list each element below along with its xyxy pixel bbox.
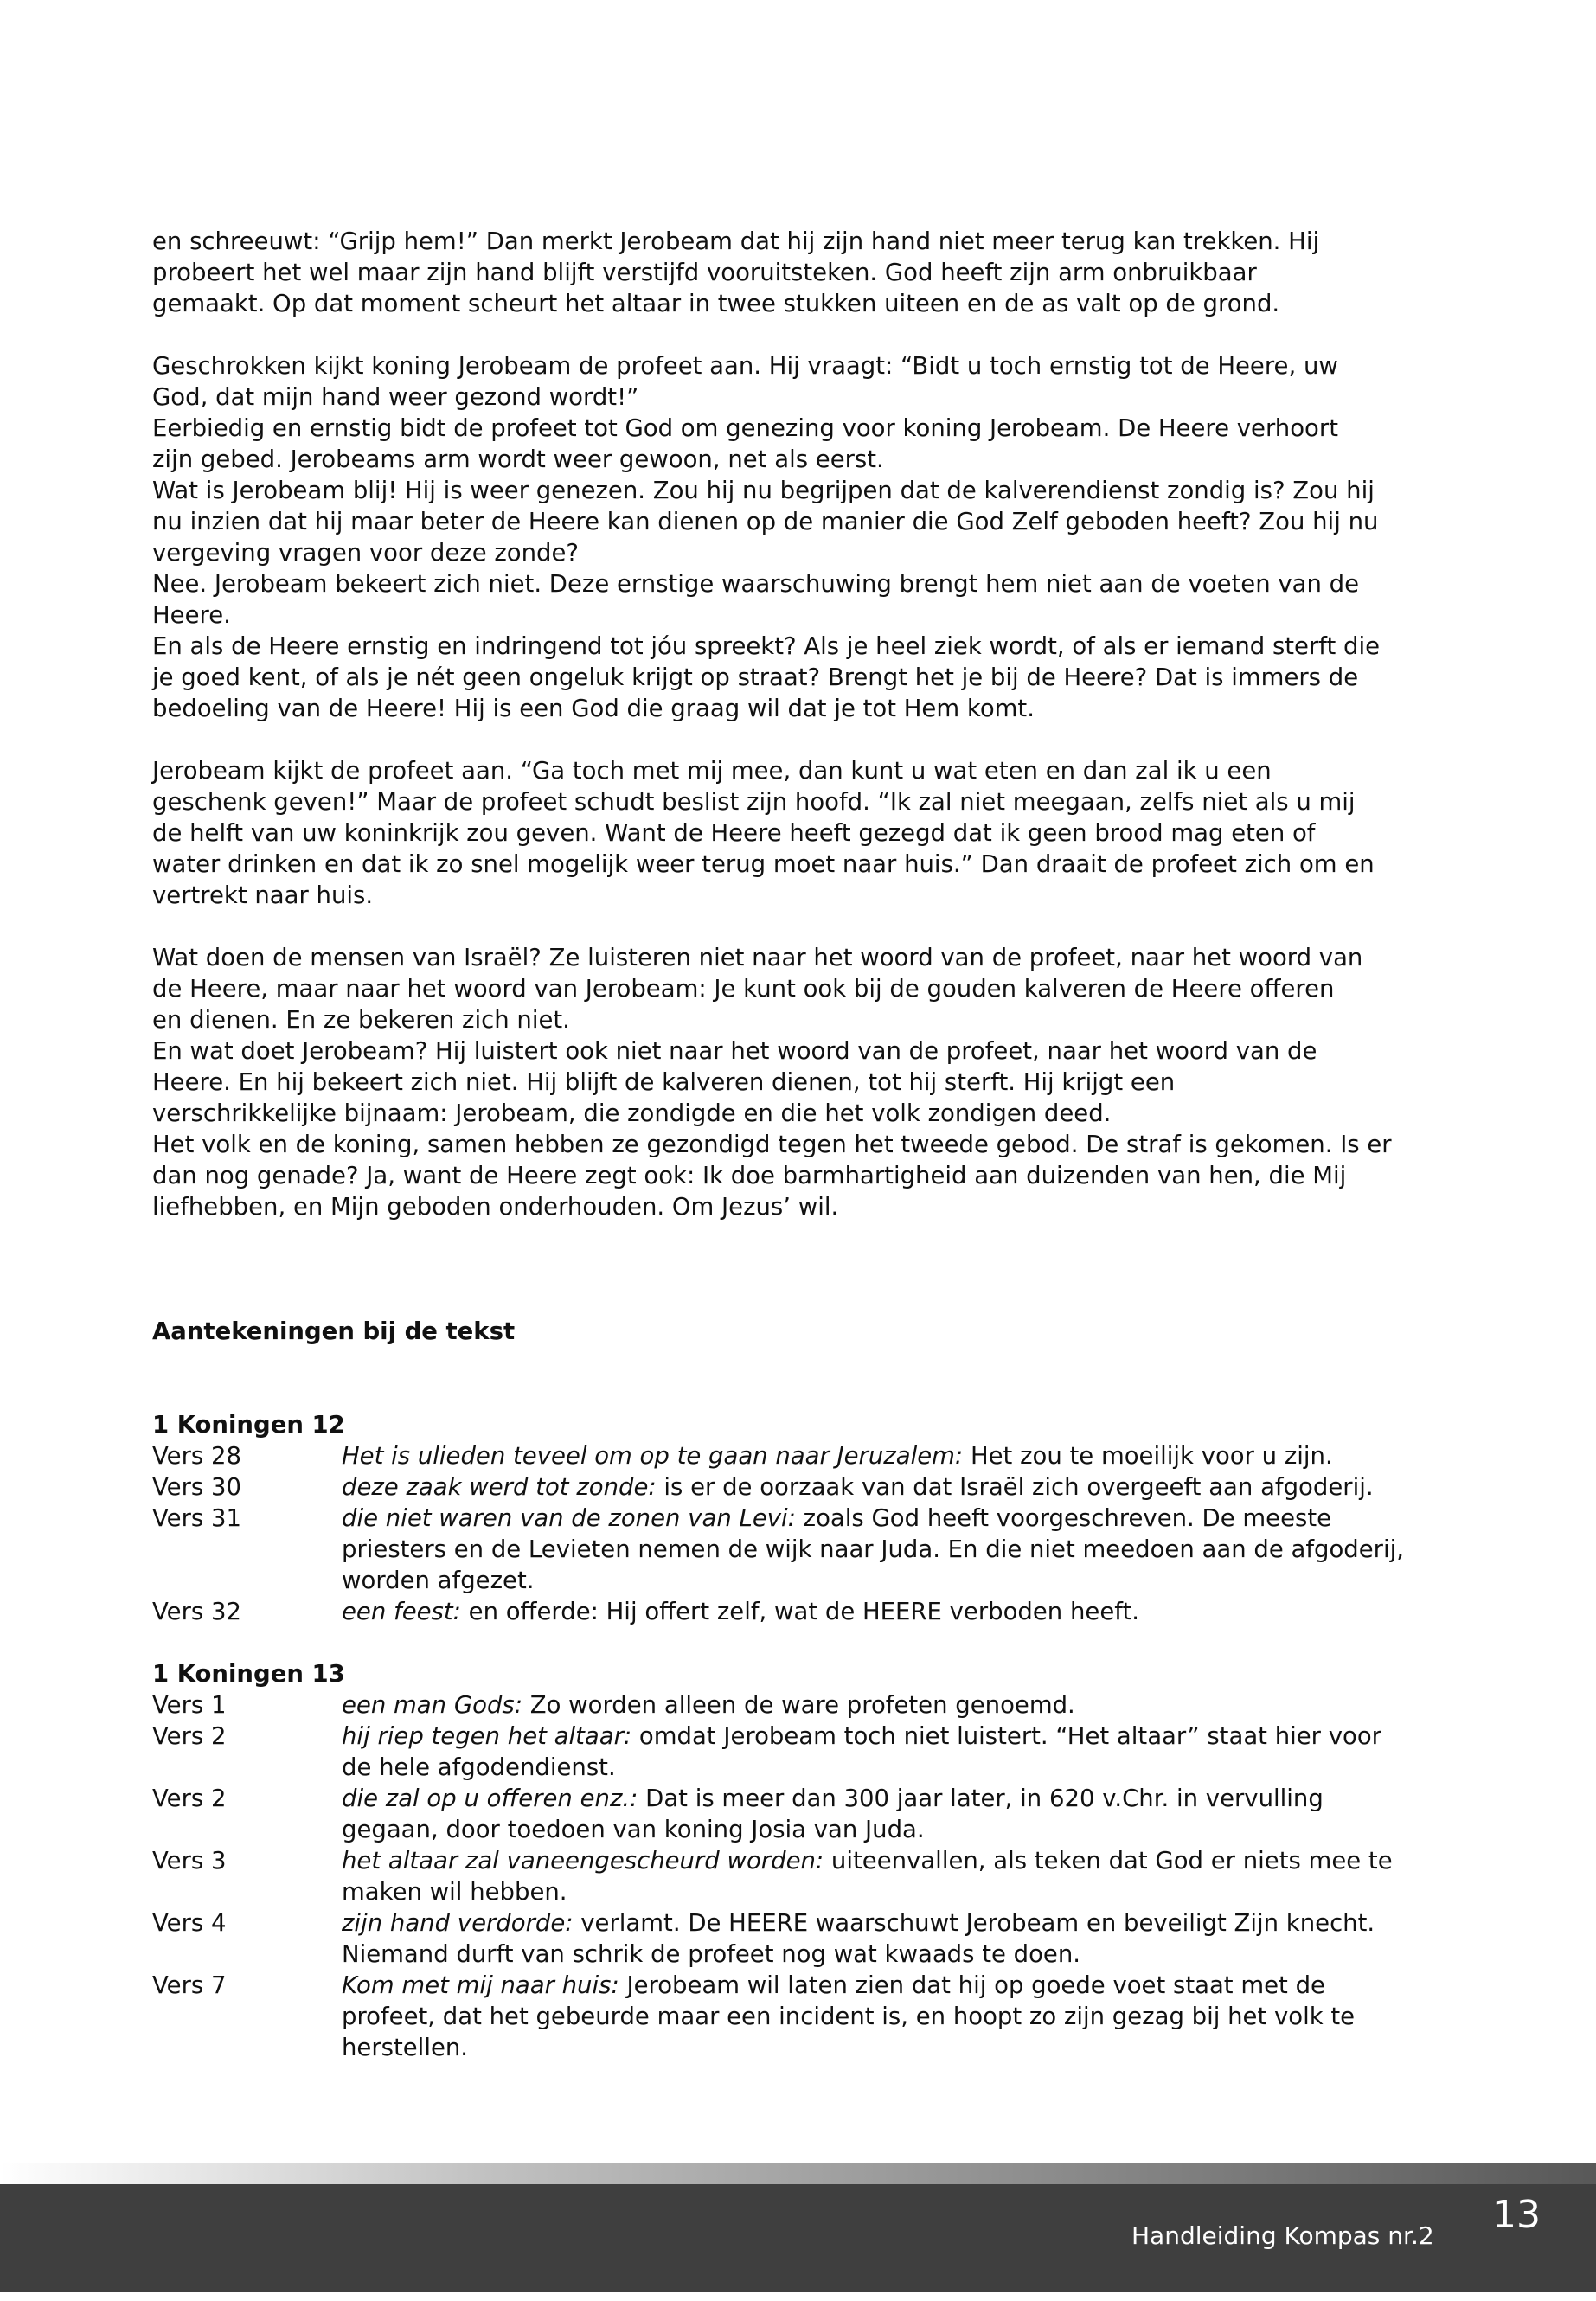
note-term: een feest: [342,1598,461,1625]
note-term: Kom met mij naar huis: [342,1971,619,1999]
note-verse: Vers 31 [152,1504,241,1532]
note-verse: Vers 3 [152,1847,227,1875]
note-text: verlamt. De HEERE waarschuwt Jerobeam en beveiligt Zijn knecht. Niemand durft van schrik de profeet nog wat kwaads te doen. [342,1909,1375,1968]
note-term: een man Gods: [342,1691,523,1719]
paragraph-4: Wat doen de mensen van Israël? Ze luisteren niet naar het woord van de profeet, naar het woord van de Heere, maar naar het woord van Jerobeam: Je kunt ook bij de gouden kalveren de Heere offeren en dienen. En ze bekeren zich niet. En wat doet Jerobeam? Hij luistert ook niet naar het woord van de profeet, naar het woord van de Heere. En hij bekeert zich niet. Hij blijft de kalveren dienen, tot hij sterft. Hij krijgt een verschrikkelijke bijnaam: Jerobeam, die zondigde en die het volk zondigen deed. Het volk en de koning, samen hebben ze gezondigd tegen het tweede gebod. De straf is gekomen. Is er dan nog genade? Ja, want de Heere zegt ook: Ik doe barmhartigheid aan duizenden van hen, die Mij liefhebben, en Mijn geboden onderhouden. Om Jezus’ wil. [152,944,1392,1221]
note-verse: Vers 4 [152,1909,227,1937]
note-verse: Vers 30 [152,1473,241,1501]
note-term: zijn hand verdorde: [342,1909,574,1937]
note-row [152,1503,1415,1596]
paragraph-2: Geschrokken kijkt koning Jerobeam de profeet aan. Hij vraagt: “Bidt u toch ernstig tot de Heere, uw God, dat mijn hand weer gezond wordt!” Eerbiedig en ernstig bidt de profeet tot God om genezing voor koning Jerobeam. De Heere verhoort zijn gebed. Jerobeams arm wordt weer gewoon, net als eerst. Wat is Jerobeam blij! Hij is weer genezen. Zou hij nu begrijpen dat de kalverendienst zondig is? Zou hij nu inzien dat hij maar beter de Heere kan dienen op de manier die God Zelf geboden heeft? Zou hij nu vergeving vragen voor deze zonde? Nee. Jerobeam bekeert zich niet. Deze ernstige waarschuwing brengt hem niet aan de voeten van de Heere. En als de Heere ernstig en indringend tot jóu spreekt? Als je heel ziek wordt, of als er iemand sterft die je goed kent, of als je nét geen ongeluk krijgt op straat? Brengt het je bij de Heere? Dat is immers de bedoeling van de Heere! Hij is een God die graag wil dat je tot Hem komt. [152,352,1381,722]
paragraph-1: en schreeuwt: “Grijp hem!” Dan merkt Jerobeam dat hij zijn hand niet meer terug kan trekken. Hij probeert het wel maar zijn hand blijft verstijfd vooruitsteken. God heeft zijn arm onbruikbaar gemaakt. Op dat moment scheurt het altaar in twee stukken uiteen en de as valt op de grond. [152,228,1320,317]
notes-heading: Aantekeningen bij de tekst [152,1317,516,1345]
note-row [152,1596,1415,1627]
note-term: die zal op u offeren enz.: [342,1785,638,1812]
note-term: deze zaak werd tot zonde: [342,1473,657,1501]
note-term: die niet waren van de zonen van Levi: [342,1504,796,1532]
notes-section-1 [152,1409,1415,1627]
note-verse: Vers 32 [152,1598,241,1625]
note-verse: Vers 2 [152,1722,227,1750]
note-row [152,1845,1415,1907]
note-row [152,1689,1415,1721]
section-title: 1 Koningen 12 [152,1411,345,1439]
paragraph-3: Jerobeam kijkt de profeet aan. “Ga toch met mij mee, dan kunt u wat eten en dan zal ik u een geschenk geven!” Maar de profeet schudt beslist zijn hoofd. “Ik zal niet meegaan, zelfs niet als u mij de helft van uw koninkrijk zou geven. Want de Heere heeft gezegd dat ik geen brood mag eten of water drinken en dat ik zo snel mogelijk weer terug moet naar huis.” Dan draait de profeet zich om en vertrekt naar huis. [152,757,1375,909]
note-verse: Vers 1 [152,1691,227,1719]
note-text: Het zou te moeilijk voor u zijn. [963,1442,1333,1470]
note-term: het altaar zal vaneengescheurd worden: [342,1847,824,1875]
note-term: hij riep tegen het altaar: [342,1722,632,1750]
note-row [152,1440,1415,1471]
note-text: uiteenvallen, als teken dat God er niets mee te maken wil hebben. [342,1847,1393,1906]
note-row [152,1721,1415,1783]
note-row [152,1471,1415,1503]
note-term: Het is ulieden teveel om op te gaan naar Jeruzalem: [342,1442,964,1470]
section-title: 1 Koningen 13 [152,1660,345,1688]
note-text: zoals God heeft voorgeschreven. De meeste priesters en de Levieten nemen de wijk naar Juda. En die niet meedoen aan de afgoderij, worden afgezet. [342,1504,1405,1594]
note-text: Jerobeam wil laten zien dat hij op goede voet staat met de profeet, dat het gebeurde maar een incident is, en hoopt zo zijn gezag bij het volk te herstellen. [342,1971,1356,2061]
footer-title: Handleiding Kompas nr.2 [1131,2221,1434,2250]
note-text: en offerde: Hij offert zelf, wat de HEERE verboden heeft. [460,1598,1139,1625]
note-verse: Vers 28 [152,1442,241,1470]
note-verse: Vers 2 [152,1785,227,1812]
note-text: Dat is meer dan 300 jaar later, in 620 v.Chr. in vervulling gegaan, door toedoen van koning Josia van Juda. [342,1785,1324,1843]
page-number: 13 [1492,2193,1541,2237]
note-row [152,1907,1415,1970]
note-verse: Vers 7 [152,1971,227,1999]
page-content [152,226,1415,2063]
notes-section-2 [152,1658,1415,2063]
note-row [152,1970,1415,2063]
note-text: omdat Jerobeam toch niet luistert. “Het altaar” staat hier voor de hele afgodendienst. [342,1722,1381,1781]
note-row [152,1783,1415,1845]
note-text: is er de oorzaak van dat Israël zich overgeeft aan afgoderij. [656,1473,1374,1501]
note-text: Zo worden alleen de ware profeten genoemd. [522,1691,1075,1719]
